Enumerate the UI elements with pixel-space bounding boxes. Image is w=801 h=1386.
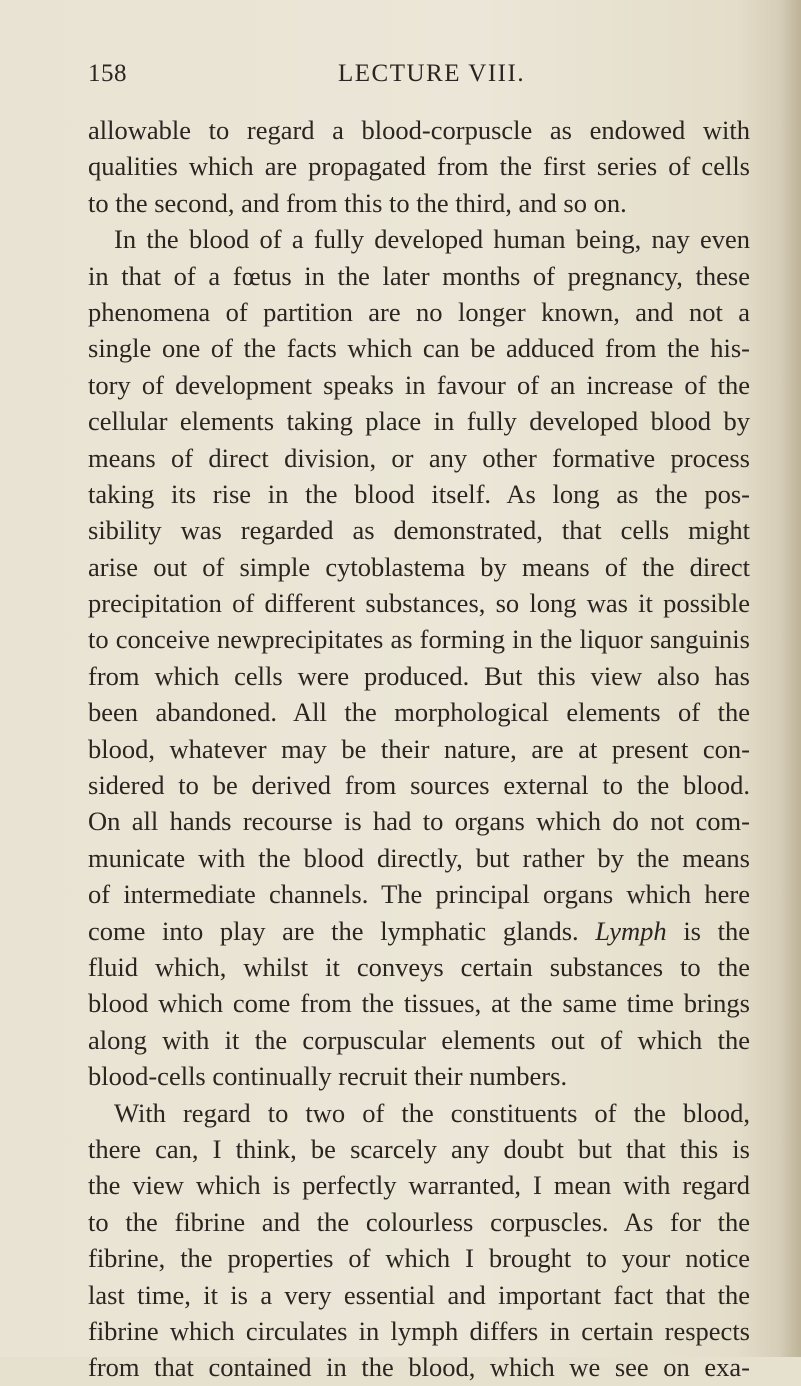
text-line: blood-cells continually recruit their numbers. bbox=[88, 1061, 568, 1092]
text-line: there can, I think, be scarcely any doubt but that this is bbox=[88, 1133, 750, 1164]
text-line: single one of the facts which can be adduced from the his- bbox=[88, 333, 750, 364]
text-line: cellular elements taking place in fully developed blood by bbox=[88, 406, 750, 437]
text-line: along with it the corpuscular elements out of which the bbox=[88, 1024, 750, 1055]
text-segment: come into play are the lymphatic glands. bbox=[88, 915, 579, 946]
text-line: to conceive newprecipitates as forming in the liquor sanguinis bbox=[88, 624, 750, 655]
text-line: fibrine, the properties of which I brought to your notice bbox=[88, 1243, 750, 1274]
text-line: been abandoned. All the morphological elements of the bbox=[88, 697, 750, 728]
text-line: to the fibrine and the colourless corpuscles. As for the bbox=[88, 1206, 750, 1237]
text-line: taking its rise in the blood itself. As long as the pos- bbox=[88, 478, 750, 509]
body-text bbox=[88, 112, 750, 1386]
text-line: sidered to be derived from sources external to the blood. bbox=[88, 770, 750, 801]
text-line: In the blood of a fully developed human being, nay even bbox=[114, 224, 750, 255]
text-line-with-italic bbox=[88, 913, 750, 949]
text-line: fluid which, whilst it conveys certain substances to the bbox=[88, 951, 750, 982]
text-line: phenomena of partition are no longer known, and not a bbox=[88, 296, 750, 327]
text-line: sibility was regarded as demonstrated, that cells might bbox=[88, 515, 750, 546]
text-line: of intermediate channels. The principal organs which here bbox=[88, 879, 750, 910]
text-line: blood which come from the tissues, at the same time brings bbox=[88, 988, 750, 1019]
text-line: in that of a fœtus in the later months of pregnancy, these bbox=[88, 260, 750, 291]
text-line: from which cells were produced. But this view also has bbox=[88, 660, 750, 691]
text-line: to the second, and from this to the third, and so on. bbox=[88, 187, 627, 218]
running-head: LECTURE VIII. bbox=[338, 60, 526, 87]
text-line: last time, it is a very essential and important fact that the bbox=[88, 1279, 750, 1310]
text-line: With regard to two of the constituents of the blood, bbox=[114, 1097, 750, 1128]
text-line: qualities which are propagated from the first series of cells bbox=[88, 151, 750, 182]
page-edge-shadow bbox=[779, 0, 801, 1357]
text-line: fibrine which circulates in lymph differs in certain respects bbox=[88, 1315, 750, 1346]
page-header bbox=[88, 60, 743, 96]
page-number: 158 bbox=[88, 60, 127, 87]
text-line: tory of development speaks in favour of an increase of the bbox=[88, 369, 750, 400]
text-segment: is the bbox=[683, 915, 751, 946]
text-line: precipitation of different substances, so long was it possible bbox=[88, 588, 750, 619]
text-line: allowable to regard a blood-corpuscle as endowed with bbox=[88, 115, 750, 145]
text-line: blood, whatever may be their nature, are at present con- bbox=[88, 733, 750, 764]
text-line: means of direct division, or any other formative process bbox=[88, 442, 750, 473]
text-line: arise out of simple cytoblastema by means of the direct bbox=[88, 551, 750, 582]
text-line: On all hands recourse is had to organs which do not com- bbox=[88, 806, 750, 837]
text-line: municate with the blood directly, but rather by the means bbox=[88, 842, 750, 873]
italic-term: Lymph bbox=[595, 915, 667, 946]
text-line: from that contained in the blood, which we see on exa- bbox=[88, 1352, 750, 1383]
text-line: the view which is perfectly warranted, I mean with regard bbox=[88, 1170, 750, 1201]
